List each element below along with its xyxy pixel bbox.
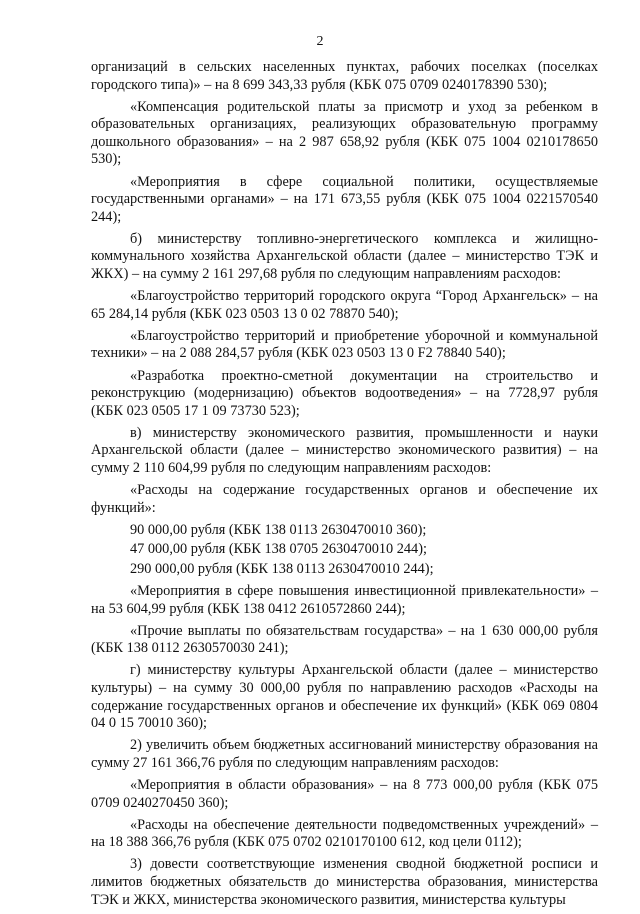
paragraph-12: 290 000,00 рубля (КБК 138 0113 2630470010 244); [130, 560, 434, 577]
paragraph-19: 3) довести соответствующие изменения сводной бюджетной росписи и лимитов бюджетных обязательств до министерства образования, министерства ТЭК и ЖКХ, министерства экономического развития, министерства культуры [91, 856, 598, 908]
paragraph-5: «Благоустройство территорий городского округа “Город Архангельск» – на 65 284,14 рубля (КБК 023 0503 13 0 02 78870 540); [91, 288, 598, 322]
paragraph-6: «Благоустройство территорий и приобретение уборочной и коммунальной техники» – на 2 088 284,57 рубля (КБК 023 0503 13 0 F2 78840 540); [91, 327, 598, 362]
paragraph-17: «Мероприятия в области образования» – на 8 773 000,00 рубля (КБК 075 0709 0240270450 360); [91, 776, 598, 811]
page-number: 2 [316, 34, 324, 49]
paragraph-3: «Мероприятия в сфере социальной политики, осуществляемые государственными органами» – на 171 673,55 рубля (КБК 075 1004 0221570540 244); [91, 173, 598, 225]
document-body [91, 59, 598, 914]
paragraph-8: в) министерству экономического развития, промышленности и науки Архангельской области (далее – министерство экономического развития) – на сумму 2 110 604,99 рубля по следующим направлениям расходов: [91, 424, 598, 476]
paragraph-7: «Разработка проектно-сметной документации на строительство и реконструкцию (модернизацию) объектов водоотведения» – на 7728,97 рубля (КБК 023 0505 17 1 09 73730 523); [91, 367, 598, 419]
paragraph-9: «Расходы на содержание государственных органов и обеспечение их функций»: [91, 482, 598, 516]
paragraph-16: 2) увеличить объем бюджетных ассигнований министерству образования на сумму 27 161 366,76 рубля по следующим направлениям расходов: [91, 737, 598, 771]
paragraph-18: «Расходы на обеспечение деятельности подведомственных учреждений» – на 18 388 366,76 рубля (КБК 075 0702 0210170100 612, код цели 0112); [91, 816, 598, 851]
paragraph-2: «Компенсация родительской платы за присмотр и уход за ребенком в образовательных организациях, реализующих образовательную программу дошкольного образования» – на 2 987 658,92 рубля (КБК 075 1004 0210178650 530); [91, 98, 598, 168]
paragraph-10: 90 000,00 рубля (КБК 138 0113 2630470010 360); [130, 521, 427, 538]
paragraph-14: «Прочие выплаты по обязательствам государства» – на 1 630 000,00 рубля (КБК 138 0112 2630570030 241); [91, 622, 598, 657]
paragraph-13: «Мероприятия в сфере повышения инвестиционной привлекательности» – на 53 604,99 рубля (КБК 138 0412 2610572860 244); [91, 583, 598, 617]
paragraph-1: организаций в сельских населенных пунктах, рабочих поселках (поселках городского типа)» – на 8 699 343,33 рубля (КБК 075 0709 0240178390 530); [91, 59, 598, 93]
paragraph-15: г) министерству культуры Архангельской области (далее – министерство культуры) – на сумму 30 000,00 рубля по направлению расходов «Расходы на содержание государственных органов и обеспечение их функций» (КБК 069 0804 04 0 15 70010 360); [91, 662, 598, 732]
paragraph-11: 47 000,00 рубля (КБК 138 0705 2630470010 244); [130, 541, 427, 558]
paragraph-4: б) министерству топливно-энергетического комплекса и жилищно-коммунального хозяйства Архангельской области (далее – министерство ТЭК и ЖКХ) – на сумму 2 161 297,68 рубля по следующим направлениям расходов: [91, 230, 598, 283]
